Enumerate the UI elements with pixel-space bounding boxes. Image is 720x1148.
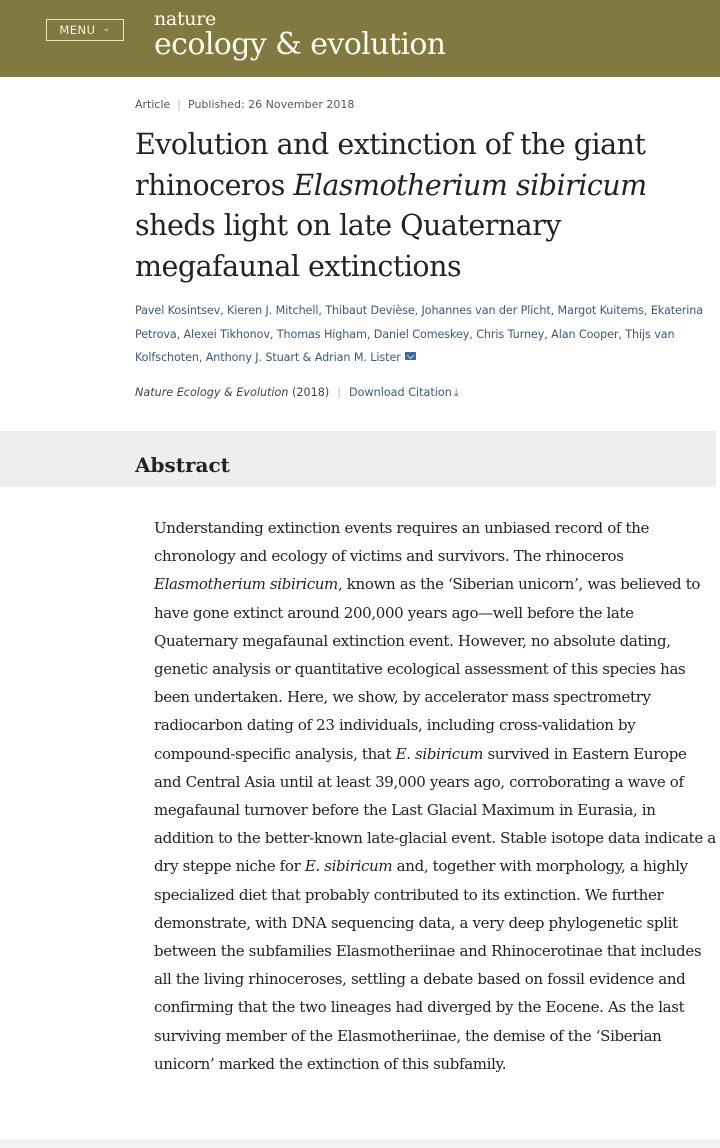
abstract-seg-3: survived in Eastern Europe and Central Asia until at least 39,000 years ago, corroborating a wave of megafaunal turnover before the Last Glacial Maximum in Eurasia, in addition to the better-known late-glacial event. Stable isotope data indicate a dry steppe niche for	[154, 744, 716, 876]
abstract-seg-4: and, together with morphology, a highly specialized diet that probably contributed to its extinction. We further demonstrate, with DNA sequencing data, a very deep phylogenetic split between the subfamilies Elasmotheriinae and Rhinocerotinae that includes all the living rhinoceroses, settling a debate based on fossil evidence and confirming that the two lineages had diverged by the Eocene. As the last surviving member of the Elasmotheriinae, the demise of the ‘Siberian unicorn’ marked the extinction of this subfamily.	[154, 857, 702, 1073]
menu-button[interactable]	[46, 19, 124, 41]
chevron-down-icon: ⌄	[102, 24, 111, 34]
download-citation-link[interactable]: Download Citation	[349, 386, 452, 399]
abstract-header-band	[0, 431, 716, 487]
title-species: Elasmotherium sibiricum	[293, 168, 647, 202]
abstract-text	[154, 514, 716, 1078]
title-part-1: Evolution and extinction of the giant rhinoceros	[135, 128, 646, 202]
site-header	[0, 0, 720, 77]
menu-label: MENU	[59, 23, 96, 37]
download-icon[interactable]: ⤓	[453, 386, 459, 399]
mail-icon[interactable]	[405, 352, 416, 360]
bottom-divider	[0, 1139, 720, 1148]
logo-line-journal: ecology & evolution	[154, 27, 446, 62]
title-part-2: sheds light on late Quaternary megafaunal extinctions	[135, 209, 561, 283]
article-title	[135, 125, 717, 287]
meta-separator: |	[177, 98, 182, 111]
journal-year: (2018)	[288, 386, 330, 399]
logo-line-nature: nature	[154, 8, 216, 30]
abstract-species-1: Elasmotherium sibiricum	[154, 575, 338, 594]
published-date: Published: 26 November 2018	[188, 98, 355, 111]
journal-citation	[135, 386, 459, 400]
article-type: Article	[135, 98, 171, 111]
abstract-seg-2: , known as the ‘Siberian unicorn’, was believed to have gone extinct around 200,000 years ago—well before the late Quaternary megafaunal extinction event. However, no absolute dating, genetic analysis or quantitative ecological assessment of this species has been undertaken. Here, we show, by accelerator mass spectrometry radiocarbon dating of 23 individuals, including cross-validation by compound-specific analysis, that	[154, 575, 701, 763]
authors-text[interactable]: Pavel Kosintsev, Kieren J. Mitchell, Thibaut Devièse, Johannes van der Plicht, Margot Kuitems, Ekaterina Petrova, Alexei Tikhonov, Thomas Higham, Daniel Comeskey, Chris Turney, Alan Cooper, Thijs van Kolfschoten, Anthony J. Stuart & Adrian M. Lister	[135, 304, 704, 364]
abstract-species-2: E. sibiricum	[395, 744, 484, 763]
abstract-species-3: E. sibiricum	[304, 857, 393, 876]
citation-separator: |	[337, 386, 342, 399]
abstract-heading: Abstract	[135, 453, 230, 477]
article-meta	[135, 98, 354, 111]
abstract-seg-1: Understanding extinction events requires an unbiased record of the chronology and ecology of victims and survivors. The rhinoceros	[154, 519, 650, 566]
journal-logo[interactable]	[154, 9, 446, 61]
author-list	[135, 299, 720, 370]
journal-name: Nature Ecology & Evolution	[135, 386, 289, 399]
